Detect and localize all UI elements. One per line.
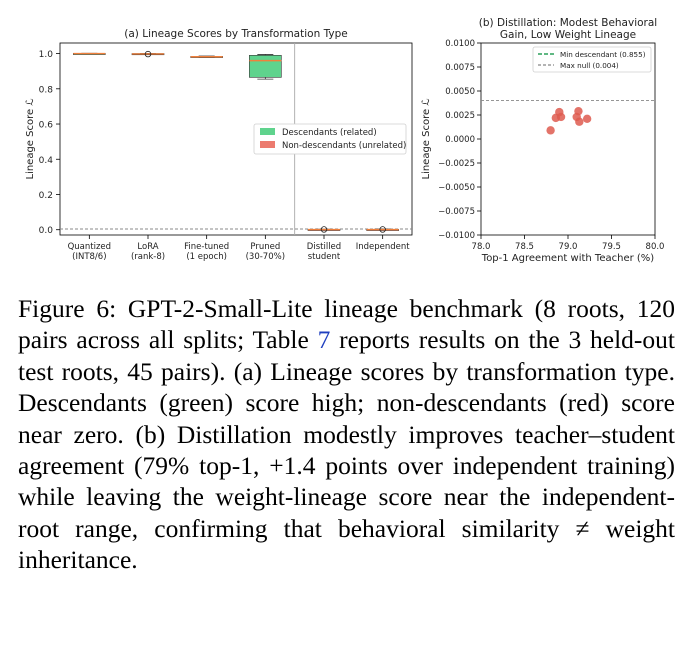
y-tick-label: 0.4 [38, 155, 53, 166]
x-tick-label-line1: Independent [355, 242, 410, 252]
x-tick-label: 78.0 [471, 242, 491, 252]
x-tick-label: 79.0 [558, 242, 578, 252]
panel-a-ylabel: Lineage Score ℒ [25, 98, 36, 180]
y-tick-label: 0.6 [38, 120, 53, 131]
y-tick-label: 0.0025 [445, 111, 475, 122]
y-tick-label: 1.0 [38, 50, 53, 61]
scatter-point [575, 118, 583, 126]
x-tick-label-line1: LoRA [137, 242, 159, 252]
panel-b-title-line1: (b) Distillation: Modest Behavioral [478, 17, 658, 29]
scatter-point [546, 126, 554, 134]
y-tick-label: 0.0000 [445, 135, 475, 146]
caption-text-end: reports results on the 3 held-out test roots, 45 pairs). (a) Lineage scores by transformation type. Descendants (green) score high; non-descendants (red) score near zero. (b) Distillation modestly improves teacher–student agreement (79% top-1, +1.4 points over independent training) while leaving the weight-lineage score near the independent-root range, confirming that behavioral similarity ≠ weight inheritance. [18, 325, 675, 575]
panel-b-y-ticks [438, 39, 481, 241]
x-tick-label-line2: (1 epoch) [186, 252, 227, 262]
x-tick-label-line1: Quantized [67, 242, 112, 252]
legend-label-related: Descendants (related) [282, 128, 377, 138]
legend-label-max-null: Max null (0.004) [560, 61, 619, 70]
legend-label-unrelated: Non-descendants (unrelated) [282, 141, 407, 151]
panel-b-ylabel: Lineage Score ℒ [421, 98, 432, 180]
x-tick-label: 78.5 [515, 242, 534, 252]
scatter-point [574, 107, 582, 115]
table-reference-link[interactable]: 7 [317, 325, 331, 355]
y-tick-label: −0.0050 [438, 183, 475, 194]
x-tick-label-line2: student [307, 252, 341, 262]
panel-a-box-plot [25, 28, 412, 262]
y-tick-label: 0.0100 [445, 39, 475, 50]
legend-label-min-desc: Min descendant (0.855) [560, 50, 646, 59]
x-tick-label: 80.0 [645, 242, 665, 252]
legend-swatch-unrelated [260, 141, 275, 148]
y-tick-label: −0.0025 [438, 159, 475, 170]
y-tick-label: 0.0075 [445, 63, 475, 74]
x-tick-label-line1: Pruned [250, 242, 281, 252]
x-tick-label: 79.5 [602, 242, 621, 252]
panel-a-x-ticks [68, 235, 411, 262]
y-tick-label: 0.8 [38, 85, 53, 96]
figure-caption [18, 293, 675, 576]
panel-b-x-ticks [472, 235, 665, 252]
panel-b-scatter-plot [421, 17, 664, 264]
x-tick-label-line2: (rank-8) [130, 252, 166, 262]
x-tick-label-line1: Fine-tuned [184, 242, 230, 252]
y-tick-label: 0.0050 [445, 87, 475, 98]
y-tick-label: −0.0075 [438, 207, 475, 218]
caption-text-start: Figure 6: GPT-2-Small-Lite lineage benchmark (8 roots, 120 pairs across all splits; Table [18, 294, 675, 355]
panel-a-title: (a) Lineage Scores by Transformation Type [124, 28, 348, 40]
y-tick-label: −0.0100 [438, 231, 475, 242]
x-tick-label-line2: (INT8/6) [72, 252, 107, 262]
figure-6 [0, 0, 693, 290]
x-tick-label-line2: (30-70%) [245, 252, 286, 262]
panel-a-legend [254, 124, 406, 154]
panel-b-legend [533, 47, 651, 72]
x-tick-label-line1: Distilled [306, 242, 342, 252]
scatter-point [583, 115, 591, 123]
scatter-point [557, 113, 565, 121]
y-tick-label: 0.2 [38, 190, 53, 201]
figure-svg [0, 0, 693, 290]
panel-b-points [546, 107, 591, 135]
y-tick-label: 0.0 [38, 226, 53, 237]
panel-b-xlabel: Top-1 Agreement with Teacher (%) [481, 253, 655, 264]
legend-swatch-related [260, 128, 275, 135]
panel-b-title-line2: Gain, Low Weight Lineage [499, 29, 637, 41]
box-pruned [249, 55, 281, 77]
panel-a-y-ticks [39, 50, 60, 236]
